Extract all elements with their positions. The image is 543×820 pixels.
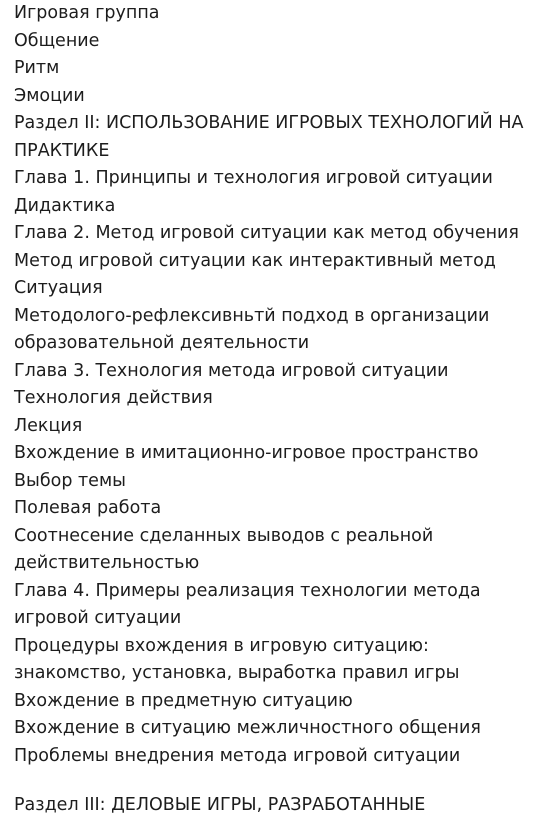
toc-item[interactable]: Соотнесение сделанных выводов с реальной действительностью	[14, 525, 434, 573]
toc-item[interactable]: Вхождение в ситуацию межличностного общения	[14, 718, 481, 738]
toc-item[interactable]: Технология действия	[14, 388, 213, 408]
toc-item[interactable]: Дидактика	[14, 195, 116, 216]
toc-chapter-heading[interactable]: Глава 1. Принципы и технология игровой ситуации	[14, 168, 493, 188]
toc-item[interactable]: Лекция	[14, 415, 83, 436]
toc-item[interactable]: Вхождение в имитационно-игровое пространство	[14, 443, 479, 463]
toc-item[interactable]: Эмоции	[14, 85, 85, 106]
toc-chapter-heading[interactable]: Глава 2. Метод игровой ситуации как метод обучения	[14, 223, 519, 243]
toc-item[interactable]: Вхождение в предметную ситуацию	[14, 690, 353, 711]
table-of-contents-page	[14, 0, 529, 815]
toc-item[interactable]: Полевая работа	[14, 498, 162, 518]
toc-section-heading[interactable]: Раздел II: ИСПОЛЬЗОВАНИЕ ИГРОВЫХ ТЕХНОЛОГИЙ НА ПРАКТИКЕ	[14, 113, 524, 161]
toc-item[interactable]: Общение	[14, 30, 100, 51]
toc-item[interactable]: Ситуация	[14, 278, 103, 298]
toc-item[interactable]: Игровая группа	[14, 3, 160, 23]
toc-item[interactable]: Ритм	[14, 58, 60, 78]
table-of-contents	[14, 0, 529, 770]
toc-chapter-heading[interactable]: Глава 3. Технология метода игровой ситуации	[14, 360, 449, 381]
toc-chapter-heading[interactable]: Глава 4. Примеры реализация технологии метода игровой ситуации	[14, 580, 481, 628]
toc-item[interactable]: Методолого-рефлексивньтй подход в организации образовательной деятельности	[14, 305, 490, 353]
toc-item[interactable]: Метод игровой ситуации как интерактивный метод	[14, 250, 496, 271]
toc-item[interactable]: Выбор темы	[14, 470, 126, 491]
toc-section-heading-partial[interactable]: Раздел III: ДЕЛОВЫЕ ИГРЫ, РАЗРАБОТАННЫЕ	[14, 795, 426, 815]
toc-item[interactable]: Проблемы внедрения метода игровой ситуации	[14, 745, 461, 766]
toc-item[interactable]: Процедуры вхождения в игровую ситуацию: знакомство, установка, выработка правил игры	[14, 635, 460, 683]
